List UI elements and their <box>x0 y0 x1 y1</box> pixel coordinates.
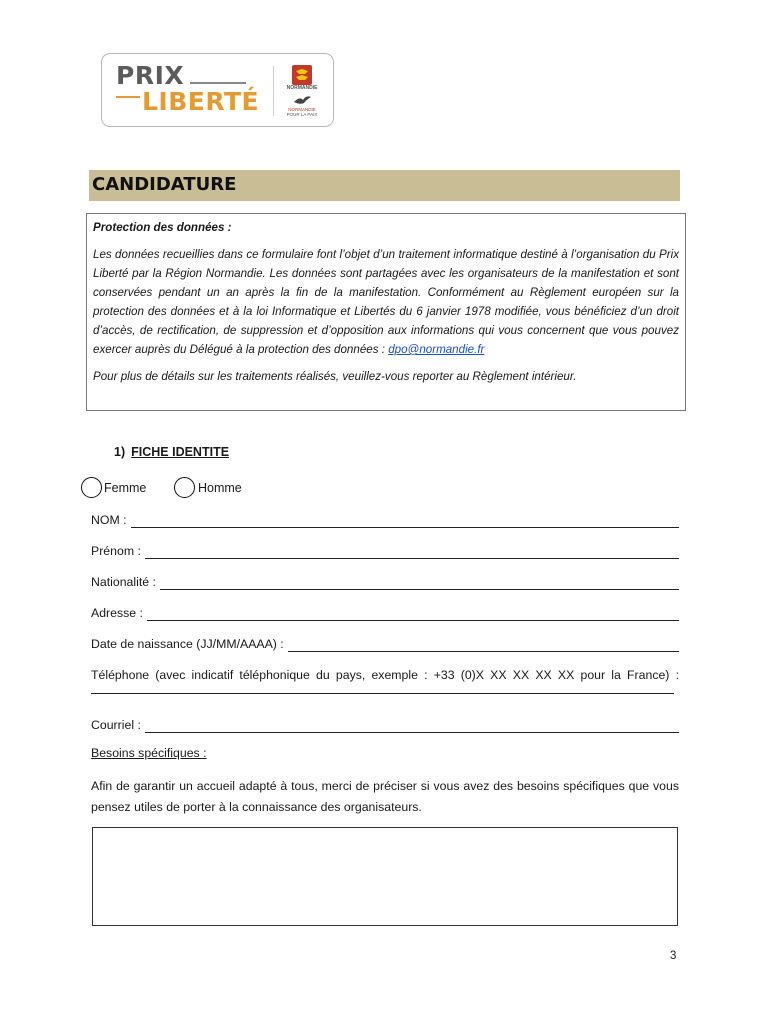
peace-label <box>278 107 326 117</box>
peace-label-sub: POUR LA PAIX <box>286 112 318 117</box>
nom-label: NOM : <box>91 513 127 527</box>
nationalite-input-line[interactable] <box>160 578 679 590</box>
prenom-field[interactable] <box>91 543 679 559</box>
section-number: 1) <box>114 445 126 459</box>
privacy-heading: Protection des données : <box>93 221 232 234</box>
logo-liberte-text: LIBERTÉ <box>142 87 260 116</box>
privacy-paragraph-text: Les données recueillies dans ce formulaire font l’objet d’un traitement informatique destiné à l’organisation du Prix Liberté par la Région Normandie. Les données sont partagées avec les organisateurs de la manifestation et sont conservées pendant un an après la fin de la manifestation. Conformément au Règlement européen sur la protection des données et à la loi Informatique et Libertés du 6 janvier 1978 modifiée, vous bénéficiez d’un droit d’accès, de rectification, de suppression et d’opposition aux informations qui vous concernent que vous pouvez exercer auprès du Délégué à la protection des données : <box>93 248 679 356</box>
logo-rule-accent <box>116 96 140 98</box>
homme-radio[interactable] <box>174 477 195 498</box>
adresse-label: Adresse : <box>91 606 143 620</box>
region-normandie-icon <box>291 64 313 86</box>
region-label: NORMANDIE <box>286 85 318 91</box>
nationalite-field[interactable] <box>91 574 679 590</box>
courriel-label: Courriel : <box>91 718 141 732</box>
femme-radio[interactable] <box>81 477 102 498</box>
dpo-email-link[interactable]: dpo@normandie.fr <box>388 343 485 356</box>
courriel-field[interactable] <box>91 717 679 733</box>
needs-title: Besoins spécifiques : <box>91 746 207 760</box>
telephone-label: Téléphone (avec indicatif téléphonique du pays, exemple : +33 (0)X XX XX XX XX pour la France) : <box>91 668 679 682</box>
adresse-input-line[interactable] <box>147 609 679 621</box>
homme-label: Homme <box>198 481 242 495</box>
prenom-input-line[interactable] <box>145 547 679 559</box>
femme-label: Femme <box>104 481 147 495</box>
logo-rule <box>190 82 246 84</box>
section-title-text: FICHE IDENTITE <box>131 445 230 459</box>
nom-input-line[interactable] <box>131 516 679 528</box>
courriel-input-line[interactable] <box>145 721 679 733</box>
privacy-paragraph <box>93 245 679 359</box>
naissance-field[interactable] <box>91 636 679 652</box>
section-title <box>114 445 229 459</box>
telephone-field[interactable] <box>91 667 679 694</box>
prix-liberte-logo <box>101 53 334 127</box>
privacy-details: Pour plus de détails sur les traitements réalisés, veuillez-vous reporter au Règlement intérieur. <box>93 370 577 383</box>
privacy-notice-box <box>86 213 686 411</box>
nom-field[interactable] <box>91 512 679 528</box>
naissance-input-line[interactable] <box>288 640 679 652</box>
naissance-label: Date de naissance (JJ/MM/AAAA) : <box>91 637 284 651</box>
prenom-label: Prénom : <box>91 544 141 558</box>
logo-prix-text: PRIX <box>116 61 185 90</box>
nationalite-label: Nationalité : <box>91 575 156 589</box>
peace-label-main: NORMANDIE <box>288 107 316 112</box>
needs-textarea[interactable] <box>92 827 678 926</box>
page-number: 3 <box>670 950 677 962</box>
adresse-field[interactable] <box>91 605 679 621</box>
logo-separator <box>273 66 274 116</box>
page-title: CANDIDATURE <box>92 174 237 195</box>
needs-text: Afin de garantir un accueil adapté à tous, merci de préciser si vous avez des besoins spécifiques que vous pensez utiles de porter à la connaissance des organisateurs. <box>91 779 679 814</box>
candidature-title-bar <box>89 170 680 201</box>
telephone-input-line[interactable] <box>91 683 674 694</box>
peace-bird-icon <box>292 94 312 106</box>
